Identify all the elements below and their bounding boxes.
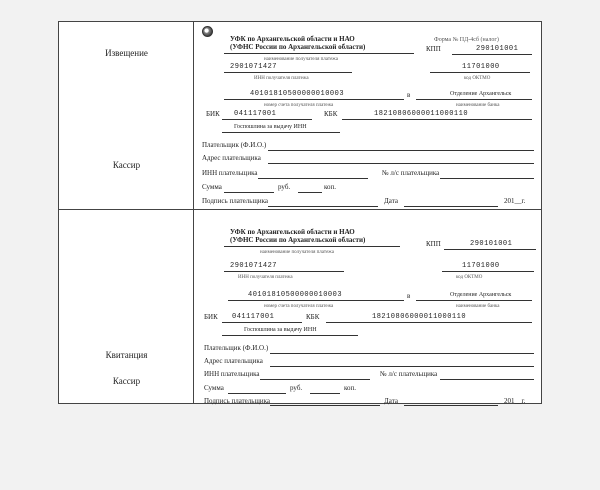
inn-caption: ИНН получателя платежа (238, 275, 293, 280)
year-label: 201__г. (504, 397, 526, 405)
kpp-label: КПП (426, 240, 441, 248)
recipient-name-2: (УФНС России по Архангельской области) (230, 43, 366, 51)
sum-label: Сумма (202, 183, 222, 191)
recipient-caption: наименование получателя платежа (260, 250, 334, 255)
cashier-label-notice: Кассир (112, 160, 141, 170)
kbk-value: 18210806000011000110 (372, 313, 467, 321)
bank-name: Отделение Архангельск (450, 292, 512, 298)
recipient-caption: наименование получателя платежа (264, 57, 338, 62)
rub-label: руб. (278, 183, 291, 191)
payer-inn-label: ИНН плательщика (204, 370, 260, 378)
inn-value: 2901071427 (230, 63, 278, 71)
kbk-label: КБК (306, 313, 320, 321)
payer-signature-label: Подпись плательщика (204, 397, 271, 405)
bank-logo-icon (202, 26, 213, 37)
payer-address-label: Адрес плательщика (202, 154, 261, 162)
payment-name: Госпошлина за выдачу ИНН (244, 327, 317, 333)
bank-caption: наименование банка (456, 304, 500, 309)
recipient-name-2: (УФНС России по Архангельской области) (230, 236, 366, 244)
account-caption: номер счета получателя платежа (264, 304, 334, 309)
payer-name-label: Плательщик (Ф.И.О.) (202, 141, 267, 149)
in-word: в (407, 91, 411, 99)
recipient-name: УФК по Архангельской области и НАО (230, 228, 355, 236)
date-label: Дата (384, 397, 398, 405)
bik-label: БИК (204, 313, 218, 321)
date-label: Дата (384, 197, 398, 205)
notice-label: Извещение (105, 48, 148, 58)
payer-signature-label: Подпись плательщика (202, 197, 269, 205)
payer-account-label: № л/с плательщика (382, 169, 440, 177)
notice-section (194, 22, 541, 209)
account-caption: номер счета получателя платежа (264, 103, 334, 108)
kop-label: коп. (344, 384, 357, 392)
bank-caption: наименование банка (456, 103, 500, 108)
payment-name: Госпошлина за выдачу ИНН (234, 124, 307, 130)
account-value: 40101810500000010003 (248, 291, 343, 299)
oktmo-value: 11701000 (462, 262, 500, 270)
bik-value: 041117001 (234, 110, 277, 118)
kbk-label: КБК (324, 110, 338, 118)
bik-label: БИК (206, 110, 220, 118)
in-word: в (407, 292, 411, 300)
oktmo-caption: код ОКТМО (464, 76, 491, 81)
inn-value: 2901071427 (230, 262, 278, 270)
oktmo-caption: код ОКТМО (456, 275, 483, 280)
kop-label: коп. (324, 183, 337, 191)
receipt-section (194, 210, 541, 405)
sum-label: Сумма (204, 384, 224, 392)
bank-name: Отделение Архангельск (450, 91, 512, 97)
kpp-value: 290101001 (476, 45, 519, 53)
bik-value: 041117001 (232, 313, 275, 321)
inn-caption: ИНН получателя платежа (254, 76, 309, 81)
left-column (59, 22, 194, 403)
year-label: 201__г. (504, 197, 526, 205)
oktmo-value: 11701000 (462, 63, 500, 71)
cashier-label-receipt: Кассир (112, 376, 141, 386)
recipient-name: УФК по Архангельской области и НАО (230, 35, 355, 43)
kbk-value: 18210806000011000110 (374, 110, 469, 118)
payer-account-label: № л/с плательщика (380, 370, 438, 378)
kpp-label: КПП (426, 45, 441, 53)
rub-label: руб. (290, 384, 303, 392)
payment-form (58, 21, 542, 404)
payer-name-label: Плательщик (Ф.И.О.) (204, 344, 269, 352)
payer-address-label: Адрес плательщика (204, 357, 263, 365)
form-code: Форма № ПД-4сб (налог) (434, 37, 499, 43)
receipt-label: Квитанция (105, 350, 148, 360)
account-value: 40101810500000010003 (250, 90, 345, 98)
payer-inn-label: ИНН плательщика (202, 169, 258, 177)
kpp-value: 290101001 (470, 240, 513, 248)
